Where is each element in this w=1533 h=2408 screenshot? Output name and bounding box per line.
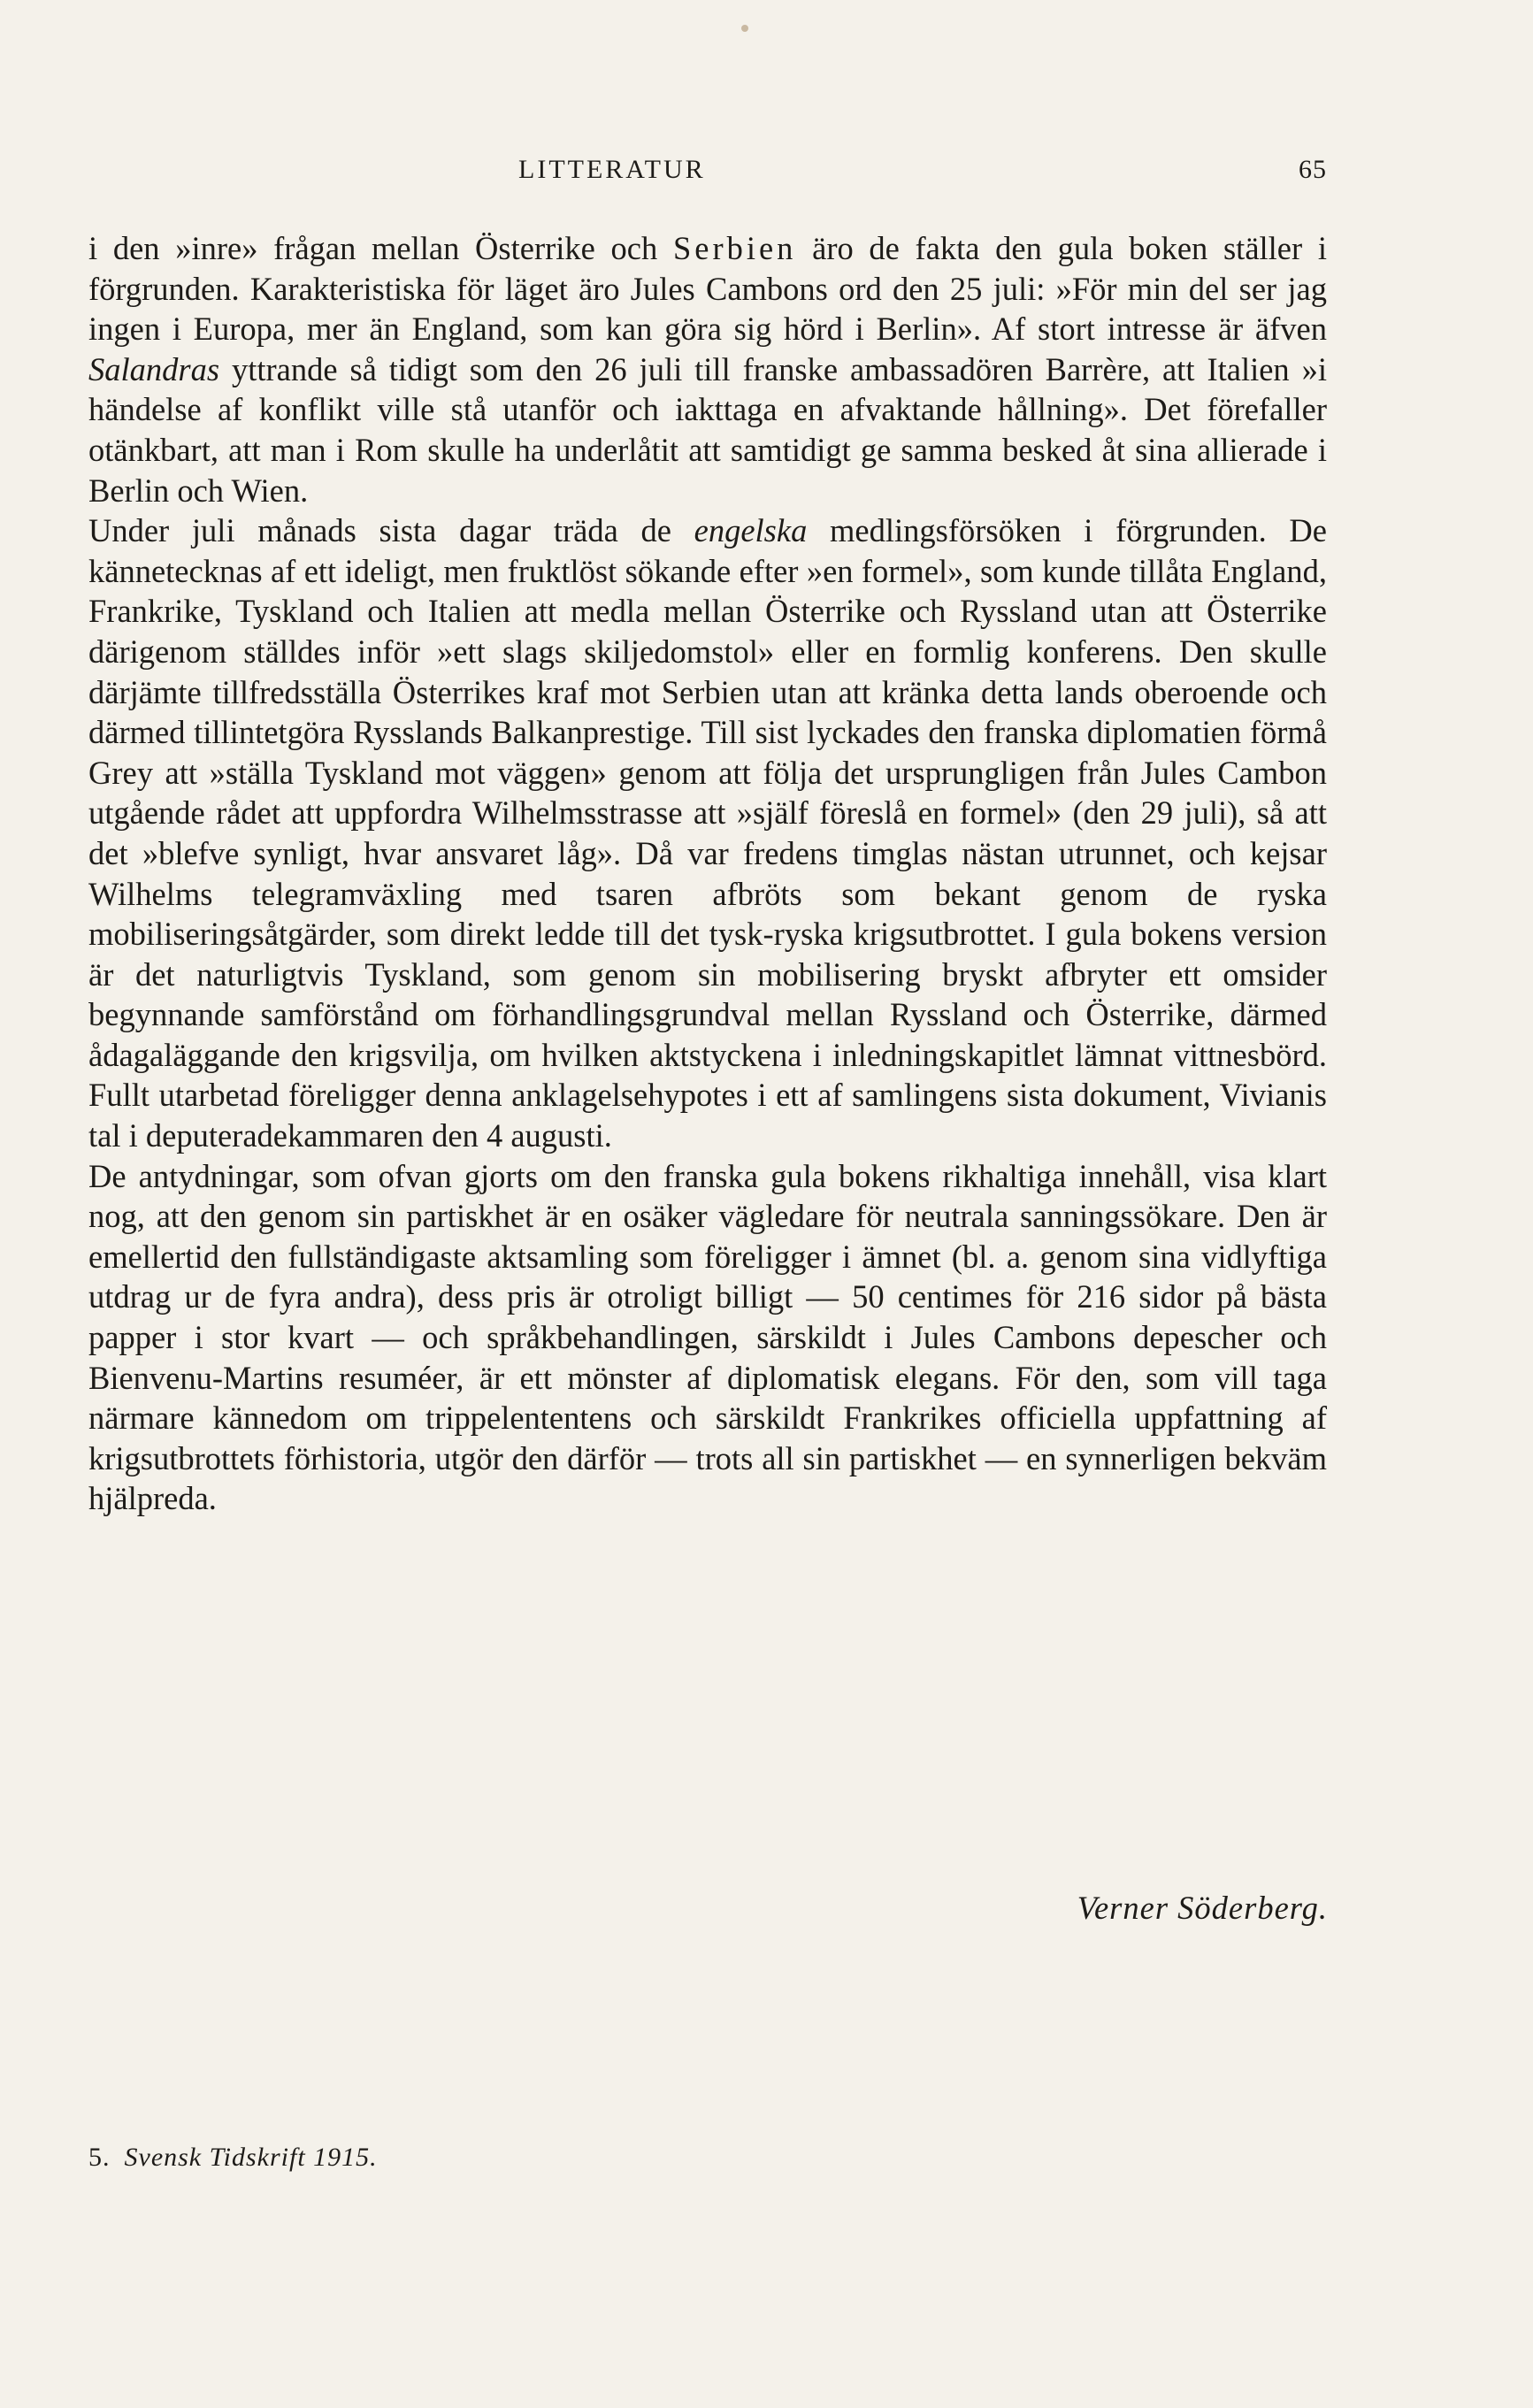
text-segment: medlingsförsöken i förgrunden. De kännetecknas af ett ideligt, men fruktlöst sökande efter »en formel», som kunde tillåta England, Frankrike, Tyskland och Italien att medla mellan Österrike och Ryssland utan att Österrike därigenom ställdes inför »ett slags skiljedomstol» eller en formlig konferens. Den skulle därjämte tillfredsställa Österrikes kraf mot Serbien utan att kränka detta lands oberoende och därmed tillintetgöra Rysslands Balkanprestige. Till sist lyckades den franska diplomatien förmå Grey att »ställa Tyskland mot väggen» genom att följa det ursprungligen från Jules Cambon utgående rådet att uppfordra Wilhelmsstrasse att »själf föreslå en formel» (den 29 juli), så att det »blefve synligt, hvar ansvaret låg». Då var fredens timglas nästan utrunnet, och kejsar Wilhelms telegramväxling med tsaren afbröts som bekant genom de ryska mobiliseringsåtgärder, som direkt ledde till det tysk-ryska krigsutbrottet. I gula bokens version är det naturligtvis Tyskland, som genom sin mobilisering bryskt afbryter ett omsider begynnande samförstånd om förhandlingsgrundval mellan Ryssland och Österrike, därmed ådagaläggande den krigsvilja, om hvilken aktstyckena i inledningskapitlet lämnat vittnesbörd. Fullt utarbetad föreligger denna anklagelsehypotes i ett af samlingens sista dokument, Vivianis tal i deputeradekammaren den 4 augusti. (88, 512, 1327, 1154)
text-segment: yttrande så tidigt som den 26 juli till franske ambassadören Barrère, att Italien »i händelse af konflikt ville stå utanför och iakttaga en afvaktande hållning». Det förefaller otänkbart, att man i Rom skulle ha underlåtit att samtidigt ge samma besked åt sina allierade i Berlin och Wien. (88, 350, 1327, 509)
paragraph-3 (88, 1156, 1327, 1519)
footer-source: Svensk Tidskrift 1915. (124, 2143, 378, 2172)
footer-number: 5. (88, 2143, 111, 2172)
text-segment: Under juli månads sista dagar träda de (88, 512, 694, 549)
article-body (88, 228, 1327, 1519)
text-segment-italic: engelska (694, 512, 808, 549)
paragraph-2 (88, 510, 1327, 1156)
text-segment: De antydningar, som ofvan gjorts om den franska gula bokens rikhaltiga innehåll, visa klart nog, att den genom sin partiskhet är en osäker vägledare för neutrala sanningssökare. Den är emellertid den fullständigaste aktsamling som föreligger i ämnet (bl. a. genom sina vidlyftiga utdrag ur de fyra andra), dess pris är otroligt billigt — 50 centimes för 216 sidor på bästa papper i stor kvart — och språkbehandlingen, särskildt i Jules Cambons depescher och Bienvenu-Martins resuméer, är ett mönster af diplomatisk elegans. För den, som vill taga närmare kännedom om trippelententens och särskildt Frankrikes officiella uppfattning af krigsutbrottets förhistoria, utgör den därför — trots all sin partiskhet — en synnerligen bekväm hjälpreda. (88, 1157, 1327, 1517)
running-header (88, 155, 1327, 190)
paper-spot (741, 25, 748, 32)
paragraph-1 (88, 228, 1327, 510)
author-signature: Verner Söderberg. (1077, 1890, 1328, 1926)
page-number: 65 (1299, 155, 1327, 184)
text-segment: i den »inre» frågan mellan Österrike och (88, 230, 673, 266)
text-segment: äro de fakta den gula boken ställer i förgrunden. Karakteristiska för läget äro Jules Cambons ord den 25 juli: »För min del ser jag ingen i Europa, mer än England, som kan göra sig hörd i Berlin». Af stort intresse är äfven (88, 230, 1327, 348)
header-title: LITTERATUR (518, 155, 706, 184)
page-footer (88, 2143, 378, 2173)
text-segment-spaced: Serbien (672, 230, 797, 266)
text-segment-italic: Salandras (88, 350, 220, 387)
